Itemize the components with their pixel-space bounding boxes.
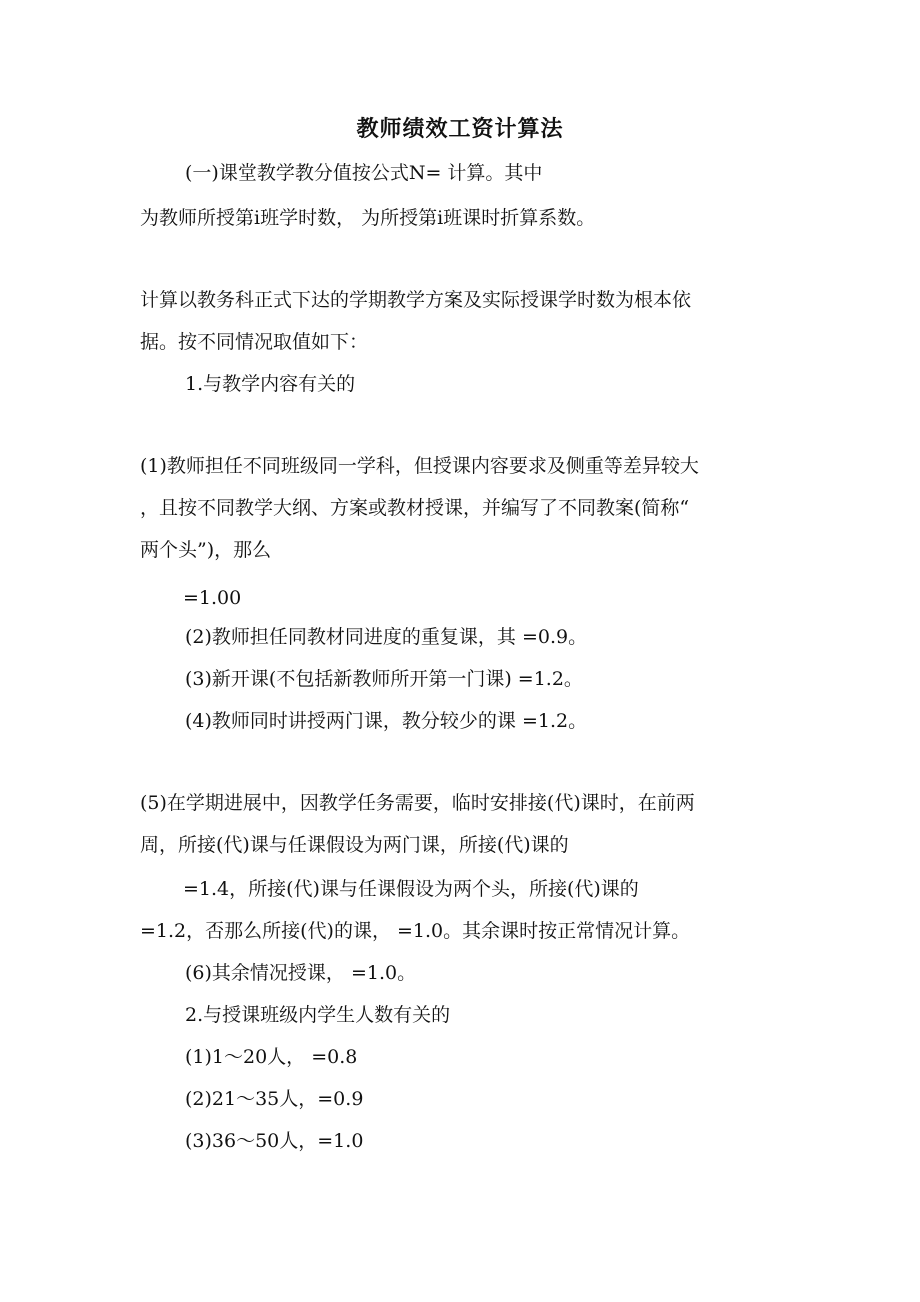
paragraph-line: 1.与教学内容有关的 [185, 373, 356, 395]
paragraph-line: (一)课堂教学教分值按公式N= 计算。其中 [185, 162, 543, 184]
paragraph-line: (4)教师同时讲授两门课，教分较少的课 =1.2。 [185, 710, 588, 732]
paragraph-line: 计算以教务科正式下达的学期教学方案及实际授课学时数为根本依 [140, 289, 692, 311]
paragraph-line: (2)教师担任同教材同进度的重复课，其 =0.9。 [185, 626, 588, 648]
paragraph-line: =1.4，所接(代)课与任课假设为两个头，所接(代)课的 [183, 878, 639, 900]
paragraph-line: 周，所接(代)课与任课假设为两门课，所接(代)课的 [140, 834, 569, 856]
paragraph-line: ，且按不同教学大纲、方案或教材授课，并编写了不同教案(简称“ [140, 497, 690, 519]
paragraph-line: (1)1～20人， =0.8 [185, 1046, 358, 1068]
paragraph-line: 为教师所授第i班学时数， 为所授第i班课时折算系数。 [140, 207, 596, 229]
paragraph-line: =1.00 [183, 587, 242, 609]
paragraph-line: (3)36～50人，=1.0 [185, 1130, 364, 1152]
paragraph-line: (2)21～35人，=0.9 [185, 1088, 364, 1110]
paragraph-line: =1.2，否那么所接(代)的课， =1.0。其余课时按正常情况计算。 [140, 920, 691, 942]
document-title: 教师绩效工资计算法 [356, 116, 564, 142]
paragraph-line: (6)其余情况授课， =1.0。 [185, 962, 417, 984]
paragraph-line: (3)新开课(不包括新教师所开第一门课) =1.2。 [185, 668, 583, 690]
paragraph-line: 2.与授课班级内学生人数有关的 [185, 1004, 451, 1026]
paragraph-line: 两个头”)，那么 [140, 539, 272, 561]
paragraph-line: (1)教师担任不同班级同一学科，但授课内容要求及侧重等差异较大 [140, 455, 699, 477]
paragraph-line: 据。按不同情况取值如下： [140, 331, 369, 353]
paragraph-line: (5)在学期进展中，因教学任务需要，临时安排接(代)课时，在前两 [140, 792, 695, 814]
